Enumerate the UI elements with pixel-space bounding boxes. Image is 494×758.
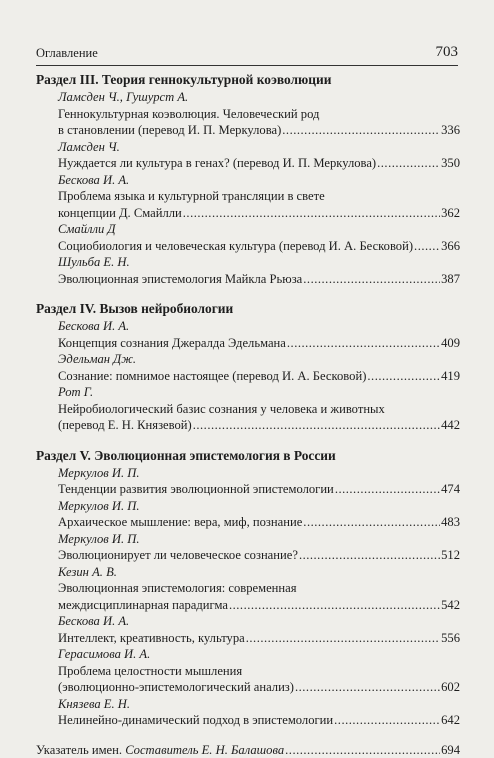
section-title: Раздел V. Эволюционная эпистемология в России	[36, 447, 460, 465]
entry-author: Ламсден Ч., Гушурст А.	[58, 89, 460, 106]
entry-author: Герасимова И. А.	[58, 646, 460, 663]
entry-title-line: Сознание: помнимое настоящее (перевод И. А. Бесковой)	[58, 368, 366, 385]
dot-leader	[282, 122, 440, 139]
dot-leader	[303, 514, 440, 531]
index-page-number: 694	[441, 742, 460, 758]
entry-title-line: Нелинейно-динамический подход в эпистемологии	[58, 712, 333, 729]
dot-leader	[285, 742, 440, 758]
entry-title-line: Интеллект, креативность, культура	[58, 630, 245, 647]
toc-entry	[36, 465, 460, 498]
dot-leader	[377, 155, 440, 172]
entry-page-number: 512	[441, 547, 460, 564]
entry-title-line: Социобиология и человеческая культура (перевод И. А. Бесковой)	[58, 238, 413, 255]
entry-title-row	[58, 597, 460, 614]
entry-title-row	[58, 630, 460, 647]
entry-author: Шульба Е. Н.	[58, 254, 460, 271]
entry-title-row	[58, 271, 460, 288]
dot-leader	[367, 368, 440, 385]
entry-page-number: 474	[441, 481, 460, 498]
dot-leader	[295, 679, 440, 696]
toc-entry	[36, 254, 460, 287]
toc-section	[36, 300, 460, 434]
toc-entry	[36, 139, 460, 172]
entry-title-row	[58, 514, 460, 531]
toc-entry	[36, 89, 460, 139]
dot-leader	[414, 238, 440, 255]
entry-title-row	[58, 238, 460, 255]
entry-author: Эдельман Дж.	[58, 351, 460, 368]
toc-entry	[36, 696, 460, 729]
dot-leader	[229, 597, 440, 614]
toc-entry	[36, 613, 460, 646]
entry-title-line: Концепция сознания Джералда Эдельмана	[58, 335, 286, 352]
entry-title-line: Нейробиологический базис сознания у человека и животных	[58, 401, 460, 418]
entry-author: Меркулов И. П.	[58, 498, 460, 515]
entry-page-number: 387	[441, 271, 460, 288]
section-title: Раздел III. Теория геннокультурной коэволюции	[36, 71, 460, 89]
entry-author: Ламсден Ч.	[58, 139, 460, 156]
entry-title-line: (эволюционно-эпистемологический анализ)	[58, 679, 294, 696]
dot-leader	[303, 271, 440, 288]
entry-author: Меркулов И. П.	[58, 531, 460, 548]
entry-title-row	[58, 417, 460, 434]
header-rule	[36, 65, 458, 66]
index-entry	[36, 742, 460, 758]
entry-title-line: (перевод Е. Н. Князевой)	[58, 417, 192, 434]
toc-section	[36, 447, 460, 729]
entry-page-number: 642	[441, 712, 460, 729]
entry-title-row	[58, 205, 460, 222]
table-of-contents	[36, 71, 460, 758]
dot-leader	[299, 547, 440, 564]
entry-page-number: 556	[441, 630, 460, 647]
entry-page-number: 409	[441, 335, 460, 352]
toc-entry	[36, 318, 460, 351]
entry-title-line: в становлении (перевод И. П. Меркулова)	[58, 122, 281, 139]
index-entry-text	[36, 742, 284, 758]
toc-entry	[36, 498, 460, 531]
toc-entry	[36, 172, 460, 222]
entry-title-row	[58, 481, 460, 498]
entry-page-number: 483	[441, 514, 460, 531]
dot-leader	[287, 335, 440, 352]
entry-title-line: Проблема целостности мышления	[58, 663, 460, 680]
entry-title-line: Архаическое мышление: вера, миф, познание	[58, 514, 302, 531]
running-header-title: Оглавление	[36, 46, 98, 61]
entry-title-line: междисциплинарная парадигма	[58, 597, 228, 614]
toc-section	[36, 71, 460, 287]
entry-author: Бескова И. А.	[58, 172, 460, 189]
entry-title-row	[58, 155, 460, 172]
entry-title-row	[58, 368, 460, 385]
entry-title-line: Эволюционная эпистемология: современная	[58, 580, 460, 597]
entry-title-line: Эволюционирует ли человеческое сознание?	[58, 547, 298, 564]
toc-entry	[36, 531, 460, 564]
entry-author: Кезин А. В.	[58, 564, 460, 581]
entry-page-number: 366	[441, 238, 460, 255]
toc-entry	[36, 646, 460, 696]
entry-title-row	[58, 679, 460, 696]
entry-author: Бескова И. А.	[58, 613, 460, 630]
entry-author: Рот Г.	[58, 384, 460, 401]
entry-page-number: 602	[441, 679, 460, 696]
index-compiler: Составитель Е. Н. Балашова	[125, 743, 284, 757]
dot-leader	[335, 481, 440, 498]
entry-author: Смайлли Д	[58, 221, 460, 238]
toc-entry	[36, 384, 460, 434]
dot-leader	[246, 630, 440, 647]
index-label: Указатель имен.	[36, 743, 122, 757]
entry-page-number: 442	[441, 417, 460, 434]
entry-title-line: Тенденции развития эволюционной эпистемологии	[58, 481, 334, 498]
entry-page-number: 419	[441, 368, 460, 385]
toc-entry	[36, 564, 460, 614]
entry-title-line: Проблема языка и культурной трансляции в свете	[58, 188, 460, 205]
entry-page-number: 542	[441, 597, 460, 614]
entry-author: Бескова И. А.	[58, 318, 460, 335]
dot-leader	[334, 712, 440, 729]
entry-author: Меркулов И. П.	[58, 465, 460, 482]
dot-leader	[183, 205, 440, 222]
toc-entry	[36, 351, 460, 384]
entry-page-number: 350	[441, 155, 460, 172]
entry-title-row	[58, 547, 460, 564]
entry-title-line: Эволюционная эпистемология Майкла Рьюза	[58, 271, 302, 288]
entry-title-row	[58, 712, 460, 729]
entry-page-number: 362	[441, 205, 460, 222]
entry-title-row	[58, 122, 460, 139]
toc-entry	[36, 221, 460, 254]
entry-title-line: Геннокультурная коэволюция. Человеческий род	[58, 106, 460, 123]
dot-leader	[193, 417, 440, 434]
running-header	[36, 44, 458, 64]
entry-page-number: 336	[441, 122, 460, 139]
entry-title-line: концепции Д. Смайлли	[58, 205, 182, 222]
entry-title-row	[58, 335, 460, 352]
entry-author: Князева Е. Н.	[58, 696, 460, 713]
section-title: Раздел IV. Вызов нейробиологии	[36, 300, 460, 318]
page-number: 703	[436, 44, 459, 61]
entry-title-line: Нуждается ли культура в генах? (перевод И. П. Меркулова)	[58, 155, 376, 172]
